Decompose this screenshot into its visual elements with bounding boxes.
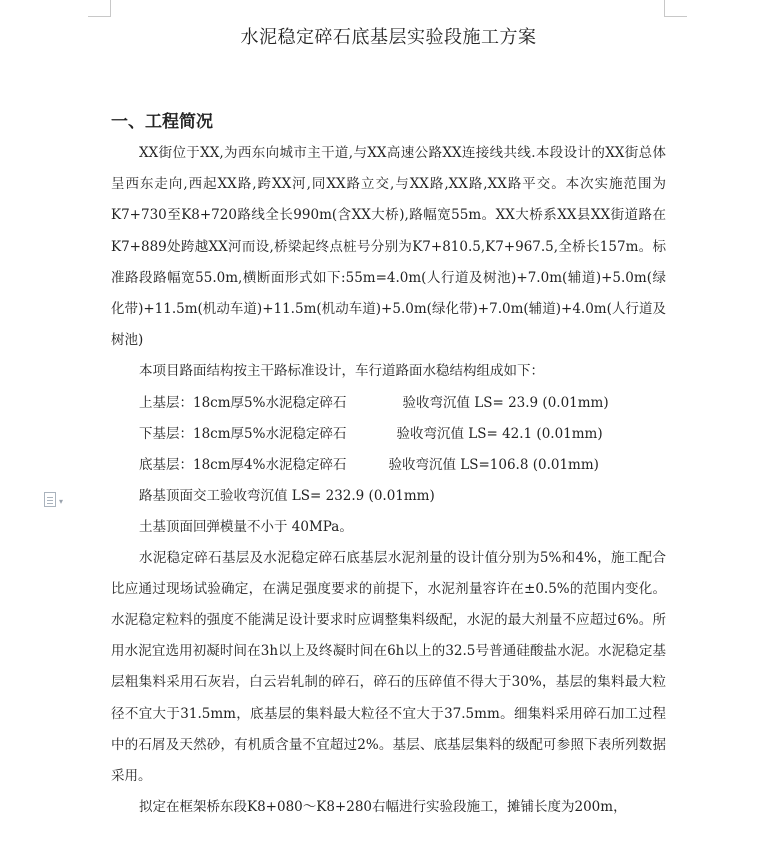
section-heading: 一、工程简况: [111, 112, 213, 132]
paragraph-options-icon[interactable]: [44, 490, 70, 508]
layer-row: [111, 450, 666, 481]
paragraph-cement-dosage: 水泥稳定碎石基层及水泥稳定碎石底基层水泥剂量的设计值分别为5%和4%，施工配合比应通过现场试验确定，在满足强度要求的前提下，水泥剂量容许在±0.5%的范围内变化。水泥稳定粒料的强度不能满足设计要求时应调整集料级配，水泥的最大剂量不应超过6%。所用水泥宜选用初凝时间在3h以上及终凝时间在6h以上的32.5号普通硅酸盐水泥。水泥稳定基层粗集料采用石灰岩，白云岩轧制的碎石，碎石的压碎值不得大于30%，基层的集料最大粒径不宜大于31.5mm，底基层的集料最大粒径不宜大于37.5mm。细集料采用碎石加工过程中的石屑及天然砂，有机质含量不宜超过2%。基层、底基层集料的级配可参照下表所列数据采用。: [111, 549, 666, 785]
layer-name: 底基层：18cm厚4%水泥稳定碎石: [139, 456, 347, 473]
chevron-down-icon: ▾: [59, 497, 64, 506]
layer-name: 下基层：18cm厚5%水泥稳定碎石: [139, 425, 347, 442]
document-title: 水泥稳定碎石底基层实验段施工方案: [240, 27, 537, 48]
paragraph-project-overview: XX街位于XX,为西东向城市主干道,与XX高速公路XX连接线共线.本段设计的XX街总体呈西东走向,西起XX路,跨XX河,同XX路立交,与XX路,XX路,XX路平交。本次实施范围为K7+730至K8+720路线全长990m(含XX大桥),路幅宽55m。XX大桥系XX县XX街道路在K7+889处跨越XX河而设,桥梁起终点桩号分别为K7+810.5,K7+967.5,全桥长157m。标准路段路幅宽55.0m,横断面形式如下:55m=4.0m(人行道及树池)+7.0m(辅道)+5.0m(绿化带)+11.5m(机动车道)+11.5m(机动车道)+5.0m(绿化带)+7.0m(辅道)+4.0m(人行道及树池): [111, 145, 666, 349]
paragraph-test-section: 拟定在框架桥东段K8+080～K8+280右幅进行实验段施工，摊铺长度为200m，: [139, 799, 627, 816]
layer-deflection: 验收弯沉值 LS= 23.9 (0.01mm): [402, 394, 609, 411]
paragraph-structure-intro: 本项目路面结构按主干路标准设计，车行道路面水稳结构组成如下：: [139, 363, 544, 380]
layer-deflection: 验收弯沉值 LS= 42.1 (0.01mm): [396, 425, 603, 442]
layer-row: [111, 388, 666, 419]
roadbed-deflection: 路基顶面交工验收弯沉值 LS= 232.9 (0.01mm): [139, 487, 435, 504]
layer-deflection: 验收弯沉值 LS=106.8 (0.01mm): [388, 456, 599, 473]
document-icon: [44, 492, 56, 507]
layer-name: 上基层：18cm厚5%水泥稳定碎石: [139, 394, 347, 411]
document-page: [111, 22, 666, 823]
layer-row: [111, 419, 666, 450]
page-corner-mark-left: [88, 0, 111, 17]
subgrade-modulus: 土基顶面回弹模量不小于 40MPa。: [139, 518, 353, 535]
page-corner-mark-right: [664, 0, 687, 17]
